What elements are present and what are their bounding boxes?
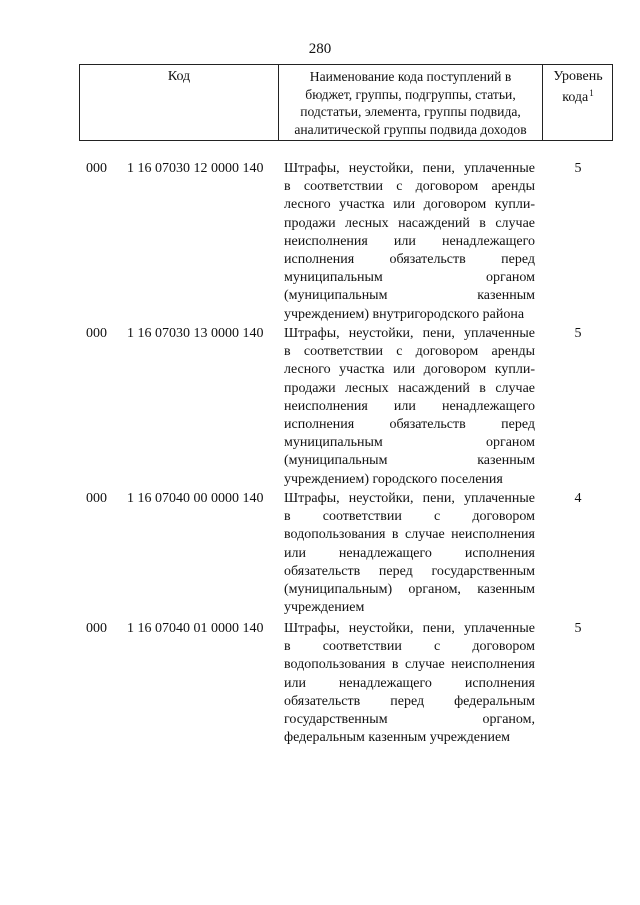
description-line: учреждением) внутригородского района xyxy=(284,306,525,322)
description-line: Штрафы, неустойки, пени, уплаченные xyxy=(284,491,535,506)
header-name-line: Наименование кода поступлений в xyxy=(309,69,512,84)
row-prefix: 000 xyxy=(86,326,107,341)
description-line: государственным органом, xyxy=(284,712,535,728)
description-line: (муниципальным казенным xyxy=(284,453,535,469)
header-code: Код xyxy=(80,65,279,140)
footnote-marker: 1 xyxy=(589,88,594,98)
header-name-line: подстатьи, элемента, группы подвида, xyxy=(300,104,521,119)
row-prefix: 000 xyxy=(86,161,107,176)
description-line: обязательств перед государственным xyxy=(284,563,535,579)
row-prefix: 000 xyxy=(86,491,107,506)
description-line: водопользования в случае неисполнения xyxy=(284,527,535,543)
row-description xyxy=(284,160,535,324)
description-line: (муниципальным казенным xyxy=(284,288,535,304)
row-code: 1 16 07040 01 0000 140 xyxy=(127,621,264,636)
description-line: обязательств перед федеральным xyxy=(284,693,535,709)
description-line: Штрафы, неустойки, пени, уплаченные xyxy=(284,326,535,341)
description-line: федеральным казенным учреждением xyxy=(284,730,511,746)
row-level: 4 xyxy=(574,491,582,506)
row-level: 5 xyxy=(574,161,582,176)
description-line: учреждением) городского поселения xyxy=(284,471,503,487)
description-line: или ненадлежащего исполнения xyxy=(284,675,535,691)
row-level: 5 xyxy=(574,326,582,341)
description-line: неисполнения или ненадлежащего xyxy=(284,233,535,249)
description-line: в соответствии с договором xyxy=(284,639,535,655)
row-code: 1 16 07040 00 0000 140 xyxy=(127,491,264,506)
row-code: 1 16 07030 13 0000 140 xyxy=(127,326,264,341)
header-name-line: аналитической группы подвида доходов xyxy=(294,121,527,137)
description-line: лесного участка или договором купли- xyxy=(284,197,535,213)
row-level: 5 xyxy=(574,621,582,636)
description-line: исполнения обязательств перед xyxy=(284,417,535,433)
header-level-line: Уровень xyxy=(553,69,603,84)
table-header xyxy=(79,64,613,141)
description-line: или ненадлежащего исполнения xyxy=(284,545,535,561)
description-line: в соответствии с договором xyxy=(284,509,535,525)
page-number: 280 xyxy=(308,41,332,57)
description-line: водопользования в случае неисполнения xyxy=(284,657,535,673)
description-line: в соответствии с договором аренды xyxy=(284,344,535,360)
row-description xyxy=(284,325,535,489)
description-line: Штрафы, неустойки, пени, уплаченные xyxy=(284,161,535,176)
description-line: исполнения обязательств перед xyxy=(284,252,535,268)
row-description xyxy=(284,490,535,617)
row-code: 1 16 07030 12 0000 140 xyxy=(127,161,264,176)
description-line: неисполнения или ненадлежащего xyxy=(284,398,535,414)
header-level xyxy=(543,65,613,140)
description-line: учреждением xyxy=(284,600,365,616)
header-level-line xyxy=(543,85,613,106)
description-line: в соответствии с договором аренды xyxy=(284,179,535,195)
header-name-line: бюджет, группы, подгруппы, статьи, xyxy=(305,86,516,102)
row-prefix: 000 xyxy=(86,621,107,636)
description-line: (муниципальным) органом, казенным xyxy=(284,582,535,598)
description-line: продажи лесных насаждений в случае xyxy=(284,215,535,231)
description-line: Штрафы, неустойки, пени, уплаченные xyxy=(284,621,535,636)
description-line: лесного участка или договором купли- xyxy=(284,362,535,378)
description-line: продажи лесных насаждений в случае xyxy=(284,380,535,396)
header-level-word: кода xyxy=(562,90,589,105)
row-description xyxy=(284,620,535,747)
description-line: муниципальным органом xyxy=(284,435,535,451)
header-name xyxy=(279,65,543,140)
description-line: муниципальным органом xyxy=(284,270,535,286)
